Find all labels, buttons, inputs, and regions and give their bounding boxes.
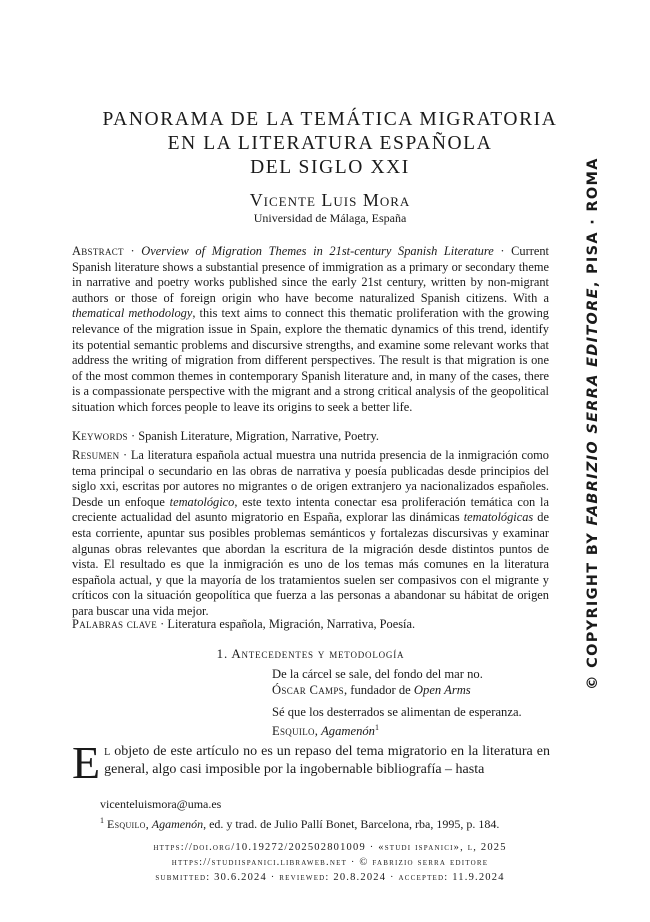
footnote-work: Agamenón — [151, 817, 204, 831]
footer-web-line[interactable]: https://studiispanici.libraweb.net · © fabrizio serra editore — [171, 857, 489, 868]
resumen-separator: · — [119, 448, 131, 462]
epigraph-1 — [272, 666, 562, 698]
footer-dates-line: submitted: 30.6.2024 · reviewed: 20.8.2024 · accepted: 11.9.2024 — [155, 872, 505, 883]
author-name: Vicente Luis Mora — [249, 190, 411, 210]
epigraph-2-work: Agamenón — [321, 724, 375, 739]
epigraph-2-comma: , — [314, 724, 322, 739]
section-heading: 1. Antecedentes y metodología — [216, 646, 405, 661]
footnote-1: $^1$ Esquilo, Agamenón, ed. y trad. de Julio Pallí Bonet, Barcelona, rba, 1995, p. 184. — [100, 816, 500, 831]
keywords-separator: · — [127, 429, 139, 443]
title-line-3: DEL SIGLO XXI — [250, 157, 410, 178]
title-line-1: PANORAMA DE LA TEMÁTICA MIGRATORIA — [102, 109, 558, 130]
author-affiliation: Universidad de Málaga, España — [253, 211, 407, 225]
footer-doi-line[interactable]: https://doi.org/10.19272/202502801009 · «studi ispanici», l, 2025 — [153, 842, 507, 853]
abstract-label: Abstract — [72, 244, 124, 258]
abstract-text-1: · Current Spanish literature shows a substantial presence of immigration as a primary or secondary theme in narrative and poetry works published since the early 21st century, written by non-migrant authors or those of foreign origin who have become naturalized Spanish citizens. With a — [72, 244, 550, 305]
body-paragraph — [72, 737, 550, 788]
keywords-text: Spanish Literature, Migration, Narrative, Poetry. — [138, 429, 379, 443]
copyright-vertical-notice — [585, 157, 601, 690]
epigraph-1-role: , fundador de — [343, 683, 414, 697]
abstract-english-title: Overview of Migration Themes in 21st-century Spanish Literature — [141, 244, 494, 258]
keywords-label: Keywords — [72, 429, 128, 443]
copyright-publisher: FABRIZIO SERRA EDITORE — [585, 287, 601, 526]
abstract-paragraph — [72, 244, 549, 416]
abstract-separator: · — [123, 244, 142, 258]
author-email[interactable]: vicenteluismora@uma.es — [100, 797, 222, 811]
footnote-mark: 1 — [100, 816, 104, 825]
palabras-separator: · — [157, 617, 168, 631]
epigraph-2-author: Esquilo — [272, 724, 315, 739]
epigraph-1-quote: De la cárcel se sale, del fondo del mar no. — [272, 667, 483, 681]
body-text: objeto de este artículo no es un repaso del tema migratorio en la literatura en general, algo casi imposible por la ingobernable bibliografía – hasta — [104, 744, 550, 777]
article-title — [60, 108, 600, 180]
title-line-2: EN LA LITERATURA ESPAÑOLA — [167, 133, 493, 154]
palabras-clave-line — [72, 617, 549, 633]
keywords-line — [72, 429, 549, 445]
resumen-text-3: de esta corriente, apuntar sus posibles problemas semánticos y fortalezas discursivas y examinar algunas obras relevantes que abordan la escritura de la migración desde distintos puntos de vista. El resultado es que la inmigración es uno de los temas más comunes en la literatura española actual, y que la mayoría de los tratamientos suelen ser compasivos con el migrante y críticos con la situación geopolítica que fuerza a las personas a abandonar su hábitat de origen para buscar una vida mejor. — [72, 510, 550, 618]
resumen-text-1: La literatura española actual muestra una nutrida presencia de la inmigración como tema principal o secundario en las obras de narrativa y poesía publicadas desde principios del siglo xxi, escritas por autores no migrantes o de origen extranjero ya nacionalizados españoles. Desde un enfoque — [72, 448, 549, 509]
footnote-ref-1[interactable]: 1 — [374, 723, 379, 732]
copyright-suffix: , PISA · ROMA — [585, 157, 601, 288]
epigraph-1-attribution — [272, 682, 562, 698]
epigraph-2-attribution — [272, 720, 562, 739]
epigraph-2-quote: Sé que los desterrados se alimentan de esperanza. — [272, 705, 522, 719]
palabras-label: Palabras clave — [72, 617, 158, 631]
copyright-prefix: © COPYRIGHT BY — [585, 525, 601, 690]
resumen-text-2: , este texto intenta conectar esa proliferación temática con la creciente actualidad del asunto migratorio en España, explorar las dinámicas — [72, 494, 549, 525]
resumen-label: Resumen — [72, 448, 120, 462]
epigraph-1-work: Open Arms — [413, 683, 471, 697]
body-lead-letter: l — [104, 744, 111, 759]
footnote-text: , ed. y trad. de Julio Pallí Bonet, Barcelona, rba, 1995, p. 184. — [203, 817, 500, 831]
resumen-italic-2: tematológicas — [463, 510, 534, 525]
abstract-text-2: , this text aims to connect this thematic proliferation with the growing relevance of the migration issue in Spain, explore the thematic dynamics of this trend, identify its potential semantic problems and discursive strengths, and examine some relevant works that address the writing of migration from different perspectives. The result is that migration is one of the most common themes in contemporary Spanish literature and, in many of the cases, there is a compassionate perspective with the migrant and a strong critical analysis of the geopolitical situation which forces people to leave its origins to seek a better life. — [72, 306, 549, 414]
resumen-italic-1: tematológico — [169, 494, 235, 509]
footnote-author: Esquilo — [107, 817, 146, 831]
palabras-text: Literatura española, Migración, Narrativa, Poesía. — [167, 617, 416, 631]
epigraph-1-author: Óscar Camps — [272, 683, 344, 697]
abstract-italic-term: thematical methodology — [72, 306, 193, 321]
resumen-paragraph — [72, 448, 549, 620]
drop-cap: E — [72, 737, 101, 788]
epigraph-2 — [272, 704, 562, 739]
